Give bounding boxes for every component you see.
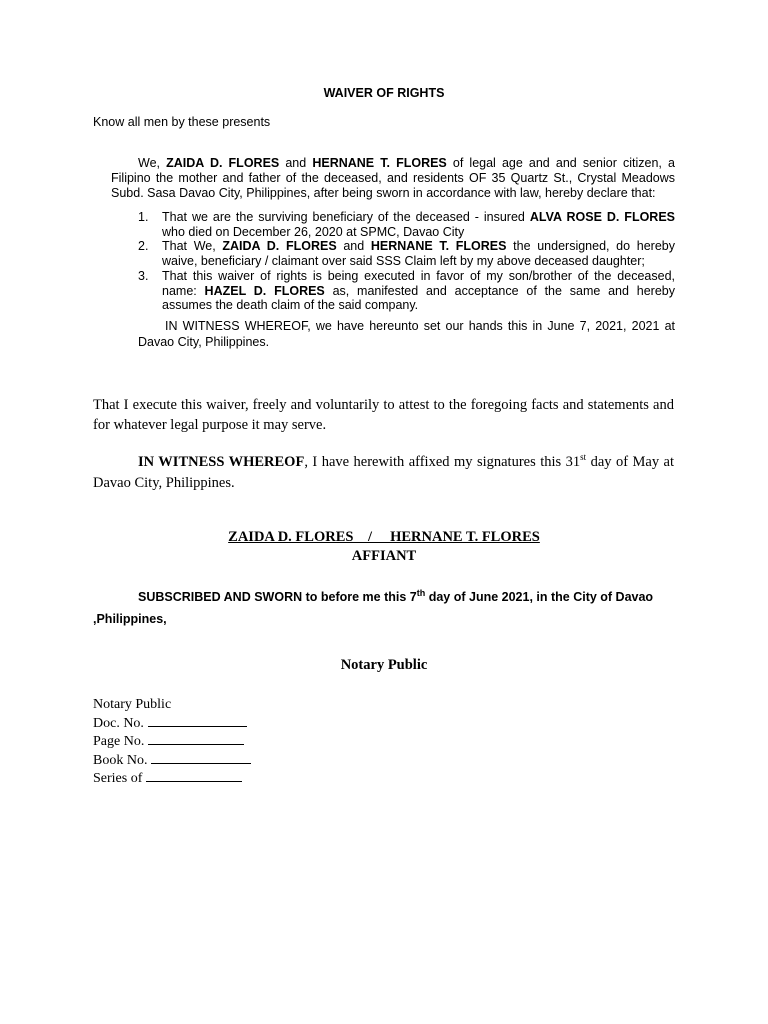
series-blank <box>146 769 242 782</box>
subscribed-text: SUBSCRIBED AND SWORN to before me this 7 <box>138 590 417 604</box>
doc-no-label: Doc. No. <box>93 715 144 731</box>
list-text: That We, <box>162 239 216 254</box>
list-text: as, manifested and acceptance of the same and hereby assumes the death claim of the said company. <box>162 283 675 313</box>
list-number: 2. <box>138 239 149 254</box>
ordinal-suffix: st <box>580 452 587 463</box>
list-text: the undersigned, do hereby waive, beneficiary / claimant over said SSS Claim left by my above deceased daughter; <box>162 239 675 269</box>
affiant-name-1: ZAIDA D. FLORES <box>222 239 337 254</box>
page-no-blank <box>148 732 244 745</box>
intro-line: Know all men by these presents <box>93 115 271 129</box>
subscribed-paragraph <box>93 586 674 630</box>
list-text: and <box>343 239 365 254</box>
list-item <box>138 269 675 313</box>
book-no-label: Book No. <box>93 752 148 768</box>
notary-label: Notary Public <box>93 697 172 712</box>
list-text: who died on December 26, 2020 at SPMC, Davao City <box>162 224 465 239</box>
execute-paragraph: That I execute this waiver, freely and voluntarily to attest to the foregoing facts and statements and for whatever legal purpose it may serve. <box>93 397 674 433</box>
list-text: That we are the surviving beneficiary of the deceased - insured <box>162 210 525 224</box>
witness-text: , I have herewith affixed my signatures this 31 <box>304 454 581 470</box>
declaration-list <box>138 210 675 313</box>
beneficiary-name: HAZEL D. FLORES <box>204 283 325 298</box>
document-title: WAIVER OF RIGHTS <box>323 86 445 100</box>
notary-line <box>93 697 251 714</box>
list-number: 3. <box>138 268 149 283</box>
witness-paragraph: IN WITNESS WHEREOF, we have hereunto set our hands this in June 7, 2021, 2021 at Davao City, Philippines. <box>138 319 675 349</box>
declaration-text: of legal age and and senior citizen, a Filipino the mother and father of the deceased, and residents OF 35 Quartz St., Crystal Meadows Subd. Sasa Davao City, Philippines, after being sworn in accordance with law, hereby declare that: <box>111 156 675 200</box>
list-number: 1. <box>138 210 149 224</box>
declaration-text: and <box>285 156 307 170</box>
deceased-name: ALVA ROSE D. FLORES <box>529 210 676 224</box>
declaration-text: We, <box>138 156 160 170</box>
book-no-blank <box>151 751 251 764</box>
affiant-name-1: ZAIDA D. FLORES <box>166 156 280 170</box>
series-label: Series of <box>93 771 143 786</box>
doc-no-line <box>93 714 251 733</box>
notary-public-title: Notary Public <box>340 657 428 673</box>
series-line <box>93 769 251 788</box>
ordinal-suffix: th <box>416 587 426 598</box>
doc-no-blank <box>148 714 247 727</box>
witness-text: day of May at Davao City, Philippines. <box>93 454 675 491</box>
affiant-name-2: HERNANE T. FLORES <box>370 239 507 254</box>
declaration-paragraph <box>111 156 675 201</box>
affiant-label: AFFIANT <box>351 548 417 564</box>
subscribed-text: day of June 2021, in the City of Davao ,Philippines, <box>93 590 654 626</box>
affiant-name-2: HERNANE T. FLORES <box>312 156 447 170</box>
page-no-label: Page No. <box>93 734 145 749</box>
page-no-line <box>93 732 251 751</box>
notary-block <box>93 697 251 788</box>
witness-signature-paragraph <box>93 452 674 494</box>
affiant-names: ZAIDA D. FLORES / HERNANE T. FLORES <box>228 529 540 545</box>
witness-heading: IN WITNESS WHEREOF <box>138 454 305 470</box>
list-text: That this waiver of rights is being executed in favor of my son/brother of the deceased, name: <box>162 268 675 298</box>
list-item <box>138 210 675 239</box>
book-no-line <box>93 751 251 770</box>
list-item <box>138 239 675 268</box>
